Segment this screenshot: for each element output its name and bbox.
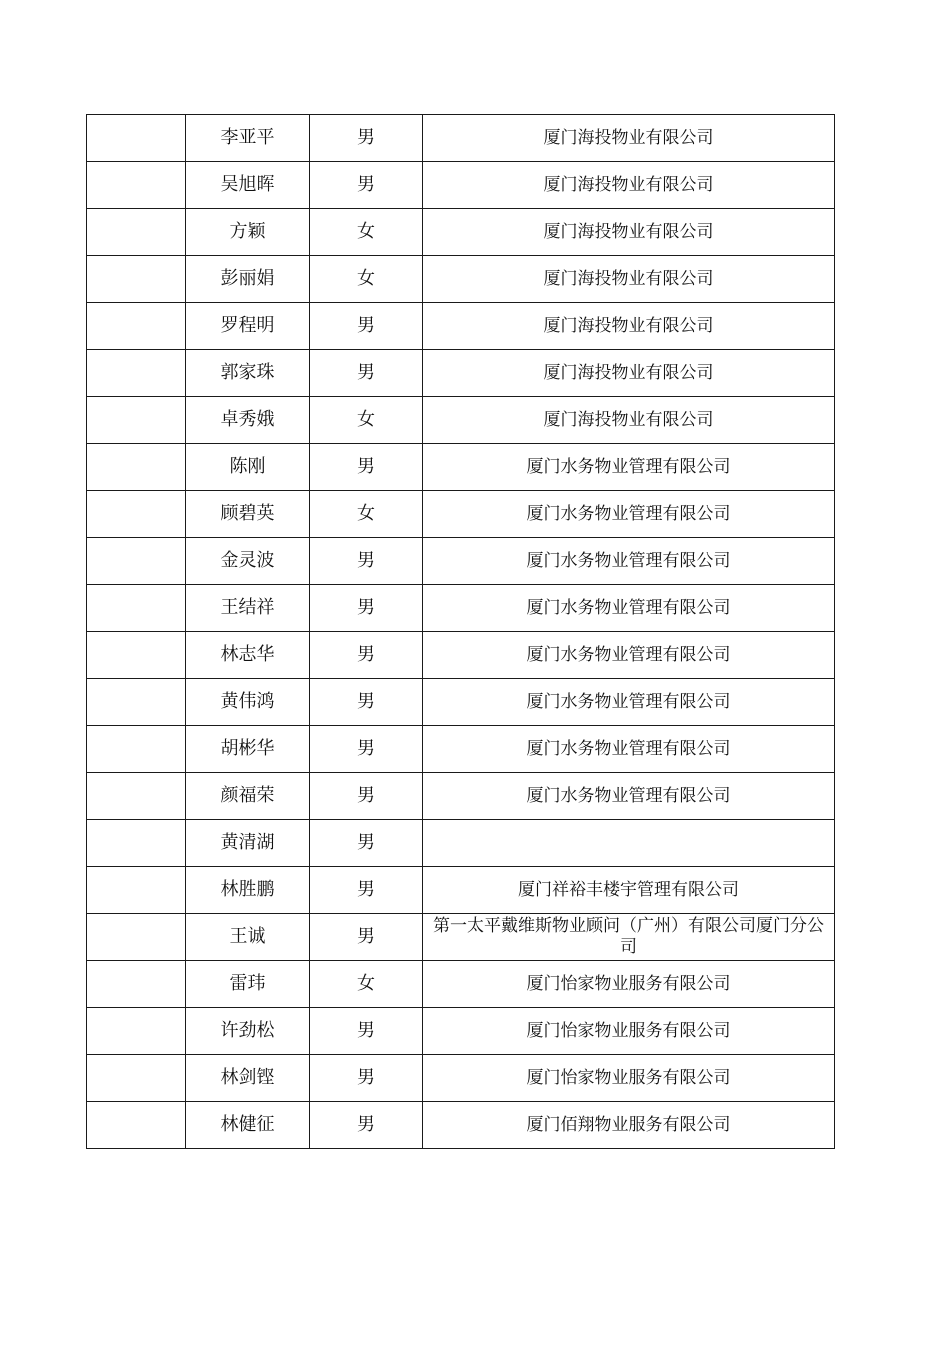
gender-cell: 男 xyxy=(310,726,423,773)
person-name-cell: 许劲松 xyxy=(186,1008,310,1055)
personnel-table-body xyxy=(87,115,835,1149)
row-id-cell xyxy=(87,1102,186,1149)
personnel-table xyxy=(86,114,835,1149)
row-id-cell xyxy=(87,726,186,773)
row-id-cell xyxy=(87,256,186,303)
company-cell: 厦门海投物业有限公司 xyxy=(423,256,835,303)
table-row xyxy=(87,538,835,585)
company-cell xyxy=(423,820,835,867)
table-row xyxy=(87,961,835,1008)
row-id-cell xyxy=(87,209,186,256)
person-name-cell: 雷玮 xyxy=(186,961,310,1008)
person-name-cell: 林胜鹏 xyxy=(186,867,310,914)
row-id-cell xyxy=(87,632,186,679)
row-id-cell xyxy=(87,115,186,162)
gender-cell: 男 xyxy=(310,914,423,961)
company-cell: 厦门怡家物业服务有限公司 xyxy=(423,1055,835,1102)
company-cell: 厦门怡家物业服务有限公司 xyxy=(423,1008,835,1055)
gender-cell: 男 xyxy=(310,773,423,820)
person-name-cell: 胡彬华 xyxy=(186,726,310,773)
table-row xyxy=(87,726,835,773)
gender-cell: 女 xyxy=(310,209,423,256)
person-name-cell: 方颖 xyxy=(186,209,310,256)
row-id-cell xyxy=(87,773,186,820)
gender-cell: 女 xyxy=(310,256,423,303)
row-id-cell xyxy=(87,679,186,726)
table-row xyxy=(87,491,835,538)
company-cell: 厦门海投物业有限公司 xyxy=(423,115,835,162)
row-id-cell xyxy=(87,350,186,397)
gender-cell: 男 xyxy=(310,444,423,491)
row-id-cell xyxy=(87,1055,186,1102)
company-cell: 第一太平戴维斯物业顾问（广州）有限公司厦门分公司 xyxy=(423,914,835,961)
company-cell: 厦门海投物业有限公司 xyxy=(423,350,835,397)
gender-cell: 男 xyxy=(310,115,423,162)
gender-cell: 女 xyxy=(310,961,423,1008)
person-name-cell: 李亚平 xyxy=(186,115,310,162)
row-id-cell xyxy=(87,914,186,961)
table-row xyxy=(87,914,835,961)
table-row xyxy=(87,209,835,256)
company-cell: 厦门水务物业管理有限公司 xyxy=(423,444,835,491)
company-cell: 厦门佰翔物业服务有限公司 xyxy=(423,1102,835,1149)
person-name-cell: 王结祥 xyxy=(186,585,310,632)
company-cell: 厦门水务物业管理有限公司 xyxy=(423,679,835,726)
gender-cell: 男 xyxy=(310,867,423,914)
table-row xyxy=(87,632,835,679)
gender-cell: 男 xyxy=(310,1008,423,1055)
gender-cell: 男 xyxy=(310,1102,423,1149)
company-cell: 厦门祥裕丰楼宇管理有限公司 xyxy=(423,867,835,914)
company-cell: 厦门海投物业有限公司 xyxy=(423,303,835,350)
row-id-cell xyxy=(87,1008,186,1055)
row-id-cell xyxy=(87,867,186,914)
gender-cell: 女 xyxy=(310,491,423,538)
table-row xyxy=(87,162,835,209)
row-id-cell xyxy=(87,820,186,867)
gender-cell: 男 xyxy=(310,162,423,209)
gender-cell: 男 xyxy=(310,585,423,632)
row-id-cell xyxy=(87,162,186,209)
gender-cell: 男 xyxy=(310,1055,423,1102)
table-row xyxy=(87,444,835,491)
table-row xyxy=(87,867,835,914)
company-cell: 厦门水务物业管理有限公司 xyxy=(423,538,835,585)
person-name-cell: 吴旭晖 xyxy=(186,162,310,209)
person-name-cell: 陈刚 xyxy=(186,444,310,491)
person-name-cell: 罗程明 xyxy=(186,303,310,350)
company-cell: 厦门水务物业管理有限公司 xyxy=(423,726,835,773)
table-row xyxy=(87,585,835,632)
table-row xyxy=(87,397,835,444)
gender-cell: 男 xyxy=(310,350,423,397)
person-name-cell: 林剑铿 xyxy=(186,1055,310,1102)
table-row xyxy=(87,1008,835,1055)
row-id-cell xyxy=(87,491,186,538)
table-row xyxy=(87,773,835,820)
table-row xyxy=(87,820,835,867)
table-row xyxy=(87,1102,835,1149)
table-row xyxy=(87,679,835,726)
company-cell: 厦门海投物业有限公司 xyxy=(423,397,835,444)
company-cell: 厦门怡家物业服务有限公司 xyxy=(423,961,835,1008)
row-id-cell xyxy=(87,444,186,491)
person-name-cell: 黄清湖 xyxy=(186,820,310,867)
person-name-cell: 颜福荣 xyxy=(186,773,310,820)
company-cell: 厦门水务物业管理有限公司 xyxy=(423,632,835,679)
person-name-cell: 林志华 xyxy=(186,632,310,679)
person-name-cell: 金灵波 xyxy=(186,538,310,585)
company-cell: 厦门海投物业有限公司 xyxy=(423,209,835,256)
company-cell: 厦门水务物业管理有限公司 xyxy=(423,773,835,820)
company-cell: 厦门水务物业管理有限公司 xyxy=(423,491,835,538)
gender-cell: 男 xyxy=(310,303,423,350)
row-id-cell xyxy=(87,303,186,350)
table-row xyxy=(87,256,835,303)
row-id-cell xyxy=(87,397,186,444)
company-cell: 厦门水务物业管理有限公司 xyxy=(423,585,835,632)
row-id-cell xyxy=(87,538,186,585)
table-row xyxy=(87,115,835,162)
table-row xyxy=(87,350,835,397)
person-name-cell: 郭家珠 xyxy=(186,350,310,397)
person-name-cell: 王诚 xyxy=(186,914,310,961)
person-name-cell: 顾碧英 xyxy=(186,491,310,538)
row-id-cell xyxy=(87,961,186,1008)
row-id-cell xyxy=(87,585,186,632)
table-row xyxy=(87,303,835,350)
table-row xyxy=(87,1055,835,1102)
person-name-cell: 卓秀娥 xyxy=(186,397,310,444)
gender-cell: 男 xyxy=(310,820,423,867)
gender-cell: 男 xyxy=(310,538,423,585)
person-name-cell: 黄伟鸿 xyxy=(186,679,310,726)
company-cell: 厦门海投物业有限公司 xyxy=(423,162,835,209)
person-name-cell: 林健征 xyxy=(186,1102,310,1149)
gender-cell: 男 xyxy=(310,632,423,679)
person-name-cell: 彭丽娟 xyxy=(186,256,310,303)
gender-cell: 女 xyxy=(310,397,423,444)
gender-cell: 男 xyxy=(310,679,423,726)
